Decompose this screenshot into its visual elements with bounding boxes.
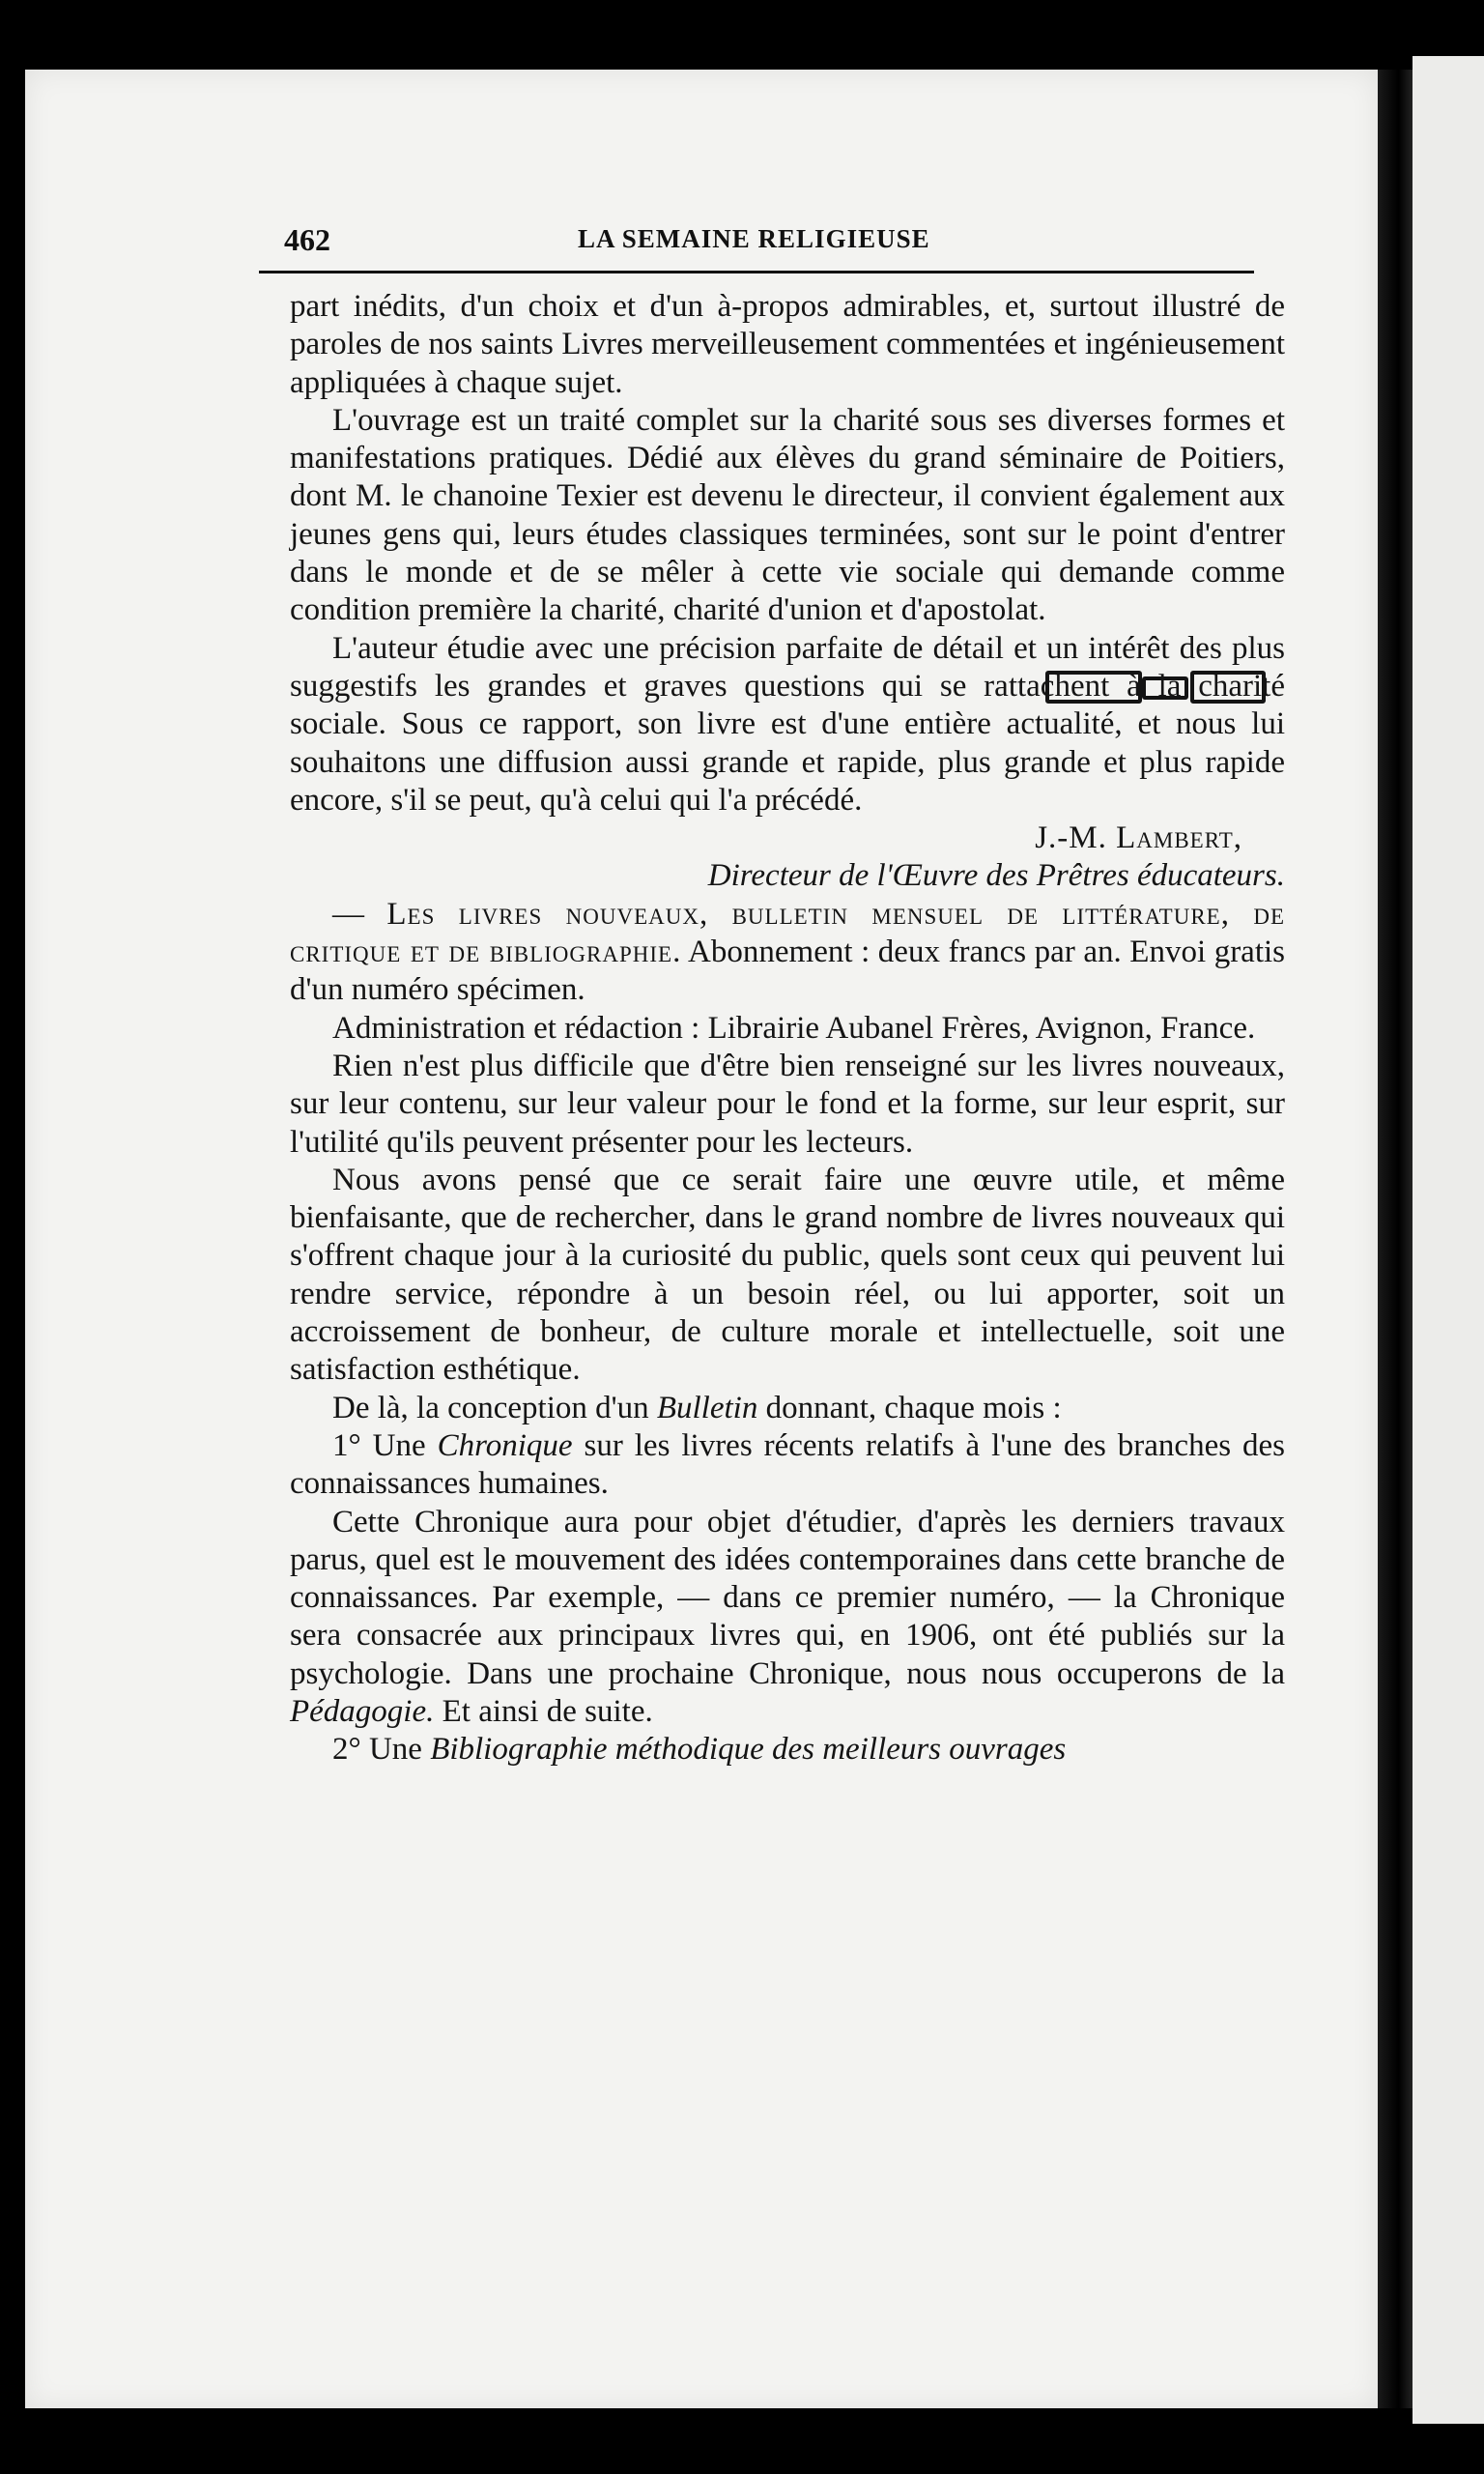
- notice-subscription: Abonnement : deux francs par an. Envoi gratis d'un numéro spécimen.: [290, 935, 1286, 1008]
- notice-title: Les livres nouveaux, bulletin mensuel de littérature, de critique et de bibliographie.: [290, 896, 1285, 970]
- item1-emphasis: Chronique: [437, 1427, 573, 1463]
- book-gutter: [1378, 70, 1413, 2408]
- page-number: 462: [284, 222, 330, 257]
- cette-text-1: Cette Chronique aura pour objet d'étudier, d'après les derniers travaux parus, quel est le mouvement des idées contemporaines dans cette branche de connaissances. Par exemple, — dans ce premier numéro, — la Chronique sera consacrée aux principaux livres qui, en 1906, ont été publiés sur la psychologie. Dans une prochaine Chronique, nous nous occuperons de la: [290, 1504, 1285, 1691]
- notice-heading-paragraph: [290, 896, 1285, 1010]
- dela-emphasis: Bulletin: [656, 1390, 758, 1425]
- paragraph-ouvrage: L'ouvrage est un traité complet sur la charité sous ses diverses formes et manifestations pratiques. Dédié aux élèves du grand séminaire de Poitiers, dont M. le chanoine Texier est devenu le directeur, il convient également aux jeunes gens qui, leurs études classiques terminées, sont sur le point d'entrer dans le monde et de se mêler à cette vie sociale qui demande comme condition première la charité, charité d'union et d'apostolat.: [290, 402, 1285, 628]
- signature-name: J.-M. Lambert,: [1035, 820, 1242, 856]
- signature-line: [290, 820, 1285, 857]
- paragraph-dela: [290, 1390, 1285, 1427]
- item2-emphasis: Bibliographie méthodique des meilleurs ouvrages: [430, 1732, 1067, 1768]
- paragraph-continued: part inédits, d'un choix et d'un à-propos admirables, et, surtout illustré de paroles de nos saints Livres merveilleusement commentées et ingénieusement appliquées à chaque sujet.: [290, 289, 1285, 400]
- facing-page-edge: [1413, 56, 1484, 2424]
- signature-title: Directeur de l'Œuvre des Prêtres éducateurs.: [707, 858, 1285, 894]
- item1-rest: sur les livres récents relatifs à l'une des branches des connaissances humaines.: [290, 1427, 1285, 1502]
- paragraph-cette: [290, 1504, 1285, 1732]
- item1-number: 1° Une: [332, 1427, 438, 1463]
- notice-administration: Administration et rédaction : Librairie Aubanel Frères, Avignon, France.: [332, 1010, 1256, 1046]
- notice-dash: —: [332, 896, 387, 932]
- list-item-2: [290, 1731, 1285, 1769]
- paragraph-rien: Rien n'est plus difficile que d'être bien renseigné sur les livres nouveaux, sur leur contenu, sur leur valeur pour le fond et la forme, sur leur esprit, sur l'utilité qu'ils peuvent présenter pour les lecteurs.: [290, 1048, 1285, 1160]
- running-title: LA SEMAINE RELIGIEUSE: [578, 224, 930, 253]
- cette-text-2: Et ainsi de suite.: [434, 1693, 653, 1729]
- paragraph-nous: Nous avons pensé que ce serait faire une œuvre utile, et même bienfaisante, que de rechercher, dans le grand nombre de livres nouveaux qui s'offrent chaque jour à la curiosité du public, quels sont ceux qui peuvent lui rendre service, répondre à un besoin réel, ou lui apporter, soit un accroissement de bonheur, de culture morale et intellectuelle, soit une satisfaction esthétique.: [290, 1162, 1285, 1388]
- list-item-1: [290, 1427, 1285, 1504]
- page-body: [290, 288, 1285, 1769]
- cette-emphasis: Pédagogie.: [290, 1693, 435, 1729]
- dela-text-1: De là, la conception d'un: [332, 1390, 657, 1425]
- running-header: [259, 222, 1254, 273]
- dela-text-2: donnant, chaque mois :: [757, 1390, 1062, 1425]
- paragraph-auteur: L'auteur étudie avec une précision parfaite de détail et un intérêt des plus suggestifs les grandes et graves questions qui se rattachent à la charité sociale. Sous ce rapport, son livre est d'une entière actualité, et nous lui souhaitons une diffusion aussi grande et rapide, plus grande et plus rapide encore, s'il se peut, qu'à celui qui l'a précédé.: [290, 630, 1285, 818]
- item2-number: 2° Une: [332, 1732, 431, 1768]
